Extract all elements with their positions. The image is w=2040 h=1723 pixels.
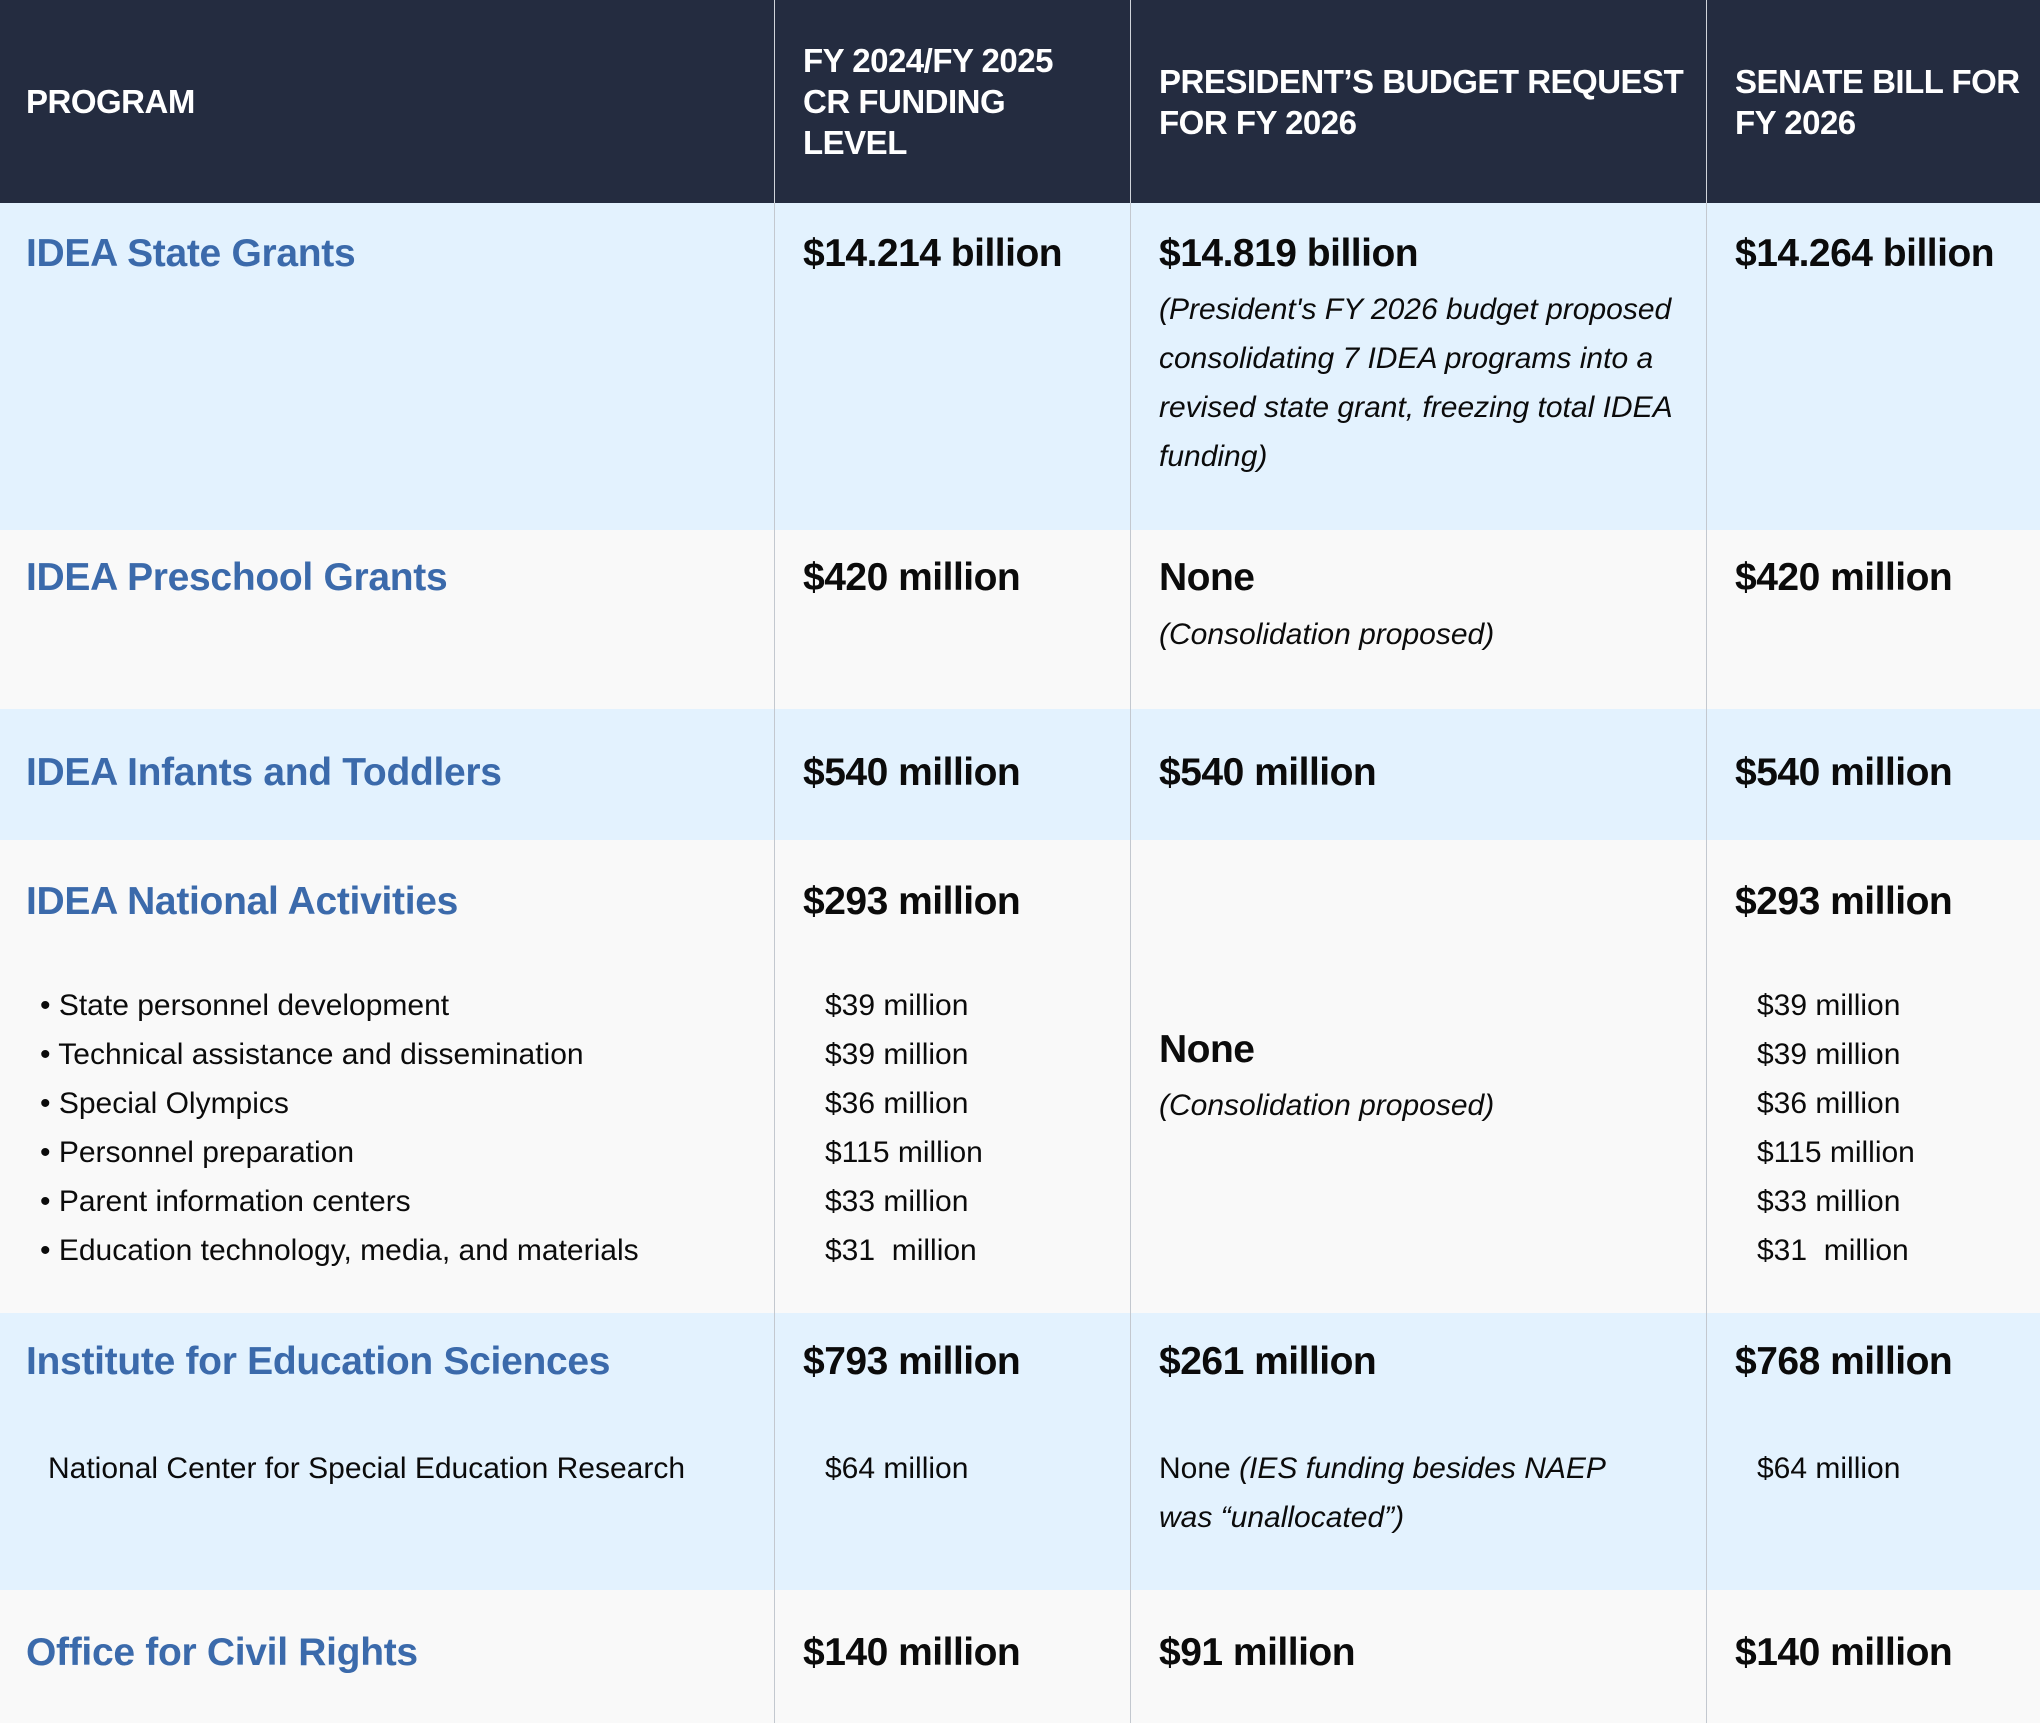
cr-level-cell (774, 1590, 1130, 1723)
subprogram-presidents-note: (IES funding besides NAEP was “unallocated”) (1159, 1452, 1605, 1534)
table-row (0, 709, 2040, 840)
presidents-request-amount: $91 million (1159, 1631, 1356, 1674)
header-cell-program (0, 0, 774, 203)
subprogram-label: National Center for Special Education Research (48, 1452, 686, 1485)
program-cell (0, 1313, 774, 1590)
program-cell (0, 203, 774, 530)
senate-bill-cell (1706, 1313, 2040, 1590)
program-cell (0, 1590, 774, 1723)
subprogram-presidents-prefix: None (1159, 1452, 1240, 1485)
subprogram-senate-value: $64 million (1757, 1452, 1901, 1485)
cr-level-cell (774, 530, 1130, 709)
cr-level-amount: $293 million (803, 880, 1021, 923)
presidents-request-note: (Consolidation proposed) (1159, 618, 1495, 651)
subprogram-senate-value: $31 million (1757, 1234, 1909, 1267)
subprogram-presidents-value (1159, 1444, 1659, 1542)
subprogram-cr-value: $64 million (825, 1452, 969, 1485)
senate-bill-amount: $14.264 billion (1735, 232, 1995, 275)
subprogram-cr-value: $33 million (825, 1185, 969, 1218)
subprogram-item: • State personnel development (40, 989, 450, 1022)
presidents-request-cell (1130, 1313, 1706, 1590)
program-cell (0, 840, 774, 1313)
table-row (0, 203, 2040, 530)
table-row (0, 1313, 2040, 1590)
senate-bill-amount: $768 million (1735, 1340, 1953, 1383)
cr-level-cell (774, 840, 1130, 1313)
subprogram-list (40, 981, 639, 1275)
senate-bill-cell (1706, 530, 2040, 709)
subprogram-senate-value: $39 million (1757, 989, 1901, 1022)
header-cell-senate-bill (1706, 0, 2040, 203)
presidents-request-cell (1130, 1590, 1706, 1723)
program-name: IDEA National Activities (26, 880, 459, 923)
cr-level-cell (774, 203, 1130, 530)
subprogram-senate-value: $33 million (1757, 1185, 1901, 1218)
subprogram-cr-value: $39 million (825, 989, 969, 1022)
header-program: PROGRAM (26, 83, 195, 120)
program-name: Institute for Education Sciences (26, 1340, 611, 1383)
subprogram-item: • Parent information centers (40, 1185, 411, 1218)
header-cell-presidents-request (1130, 0, 1706, 203)
senate-bill-cell (1706, 840, 2040, 1313)
table-row (0, 1590, 2040, 1723)
senate-bill-amount: $293 million (1735, 880, 1953, 923)
subprogram-cr-value: $115 million (825, 1136, 983, 1169)
subprogram-senate-values (1757, 981, 1915, 1275)
program-cell (0, 709, 774, 840)
table-row (0, 840, 2040, 1313)
program-name: IDEA Infants and Toddlers (26, 751, 502, 794)
senate-bill-amount: $540 million (1735, 751, 1953, 794)
subprogram-senate-value: $39 million (1757, 1038, 1901, 1071)
senate-bill-amount: $420 million (1735, 556, 1953, 599)
cr-level-amount: $140 million (803, 1631, 1021, 1674)
program-cell (0, 530, 774, 709)
senate-bill-cell (1706, 709, 2040, 840)
program-name: Office for Civil Rights (26, 1631, 418, 1674)
cr-level-amount: $793 million (803, 1340, 1021, 1383)
senate-bill-cell (1706, 1590, 2040, 1723)
cr-level-cell (774, 709, 1130, 840)
subprogram-cr-value: $39 million (825, 1038, 969, 1071)
program-name: IDEA State Grants (26, 232, 356, 275)
cr-level-cell (774, 1313, 1130, 1590)
presidents-request-amount: None (1159, 556, 1255, 599)
subprogram-item: • Special Olympics (40, 1087, 289, 1120)
presidents-request-cell (1130, 203, 1706, 530)
presidents-request-amount: $261 million (1159, 1340, 1377, 1383)
header-cell-cr-level (774, 0, 1130, 203)
header-senate-bill: SENATE BILL FOR FY 2026 (1735, 62, 2020, 141)
table-row (0, 530, 2040, 709)
subprogram-senate-value: $36 million (1757, 1087, 1901, 1120)
presidents-request-note: (President's FY 2026 budget proposed consolidating 7 IDEA programs into a revised state grant, freezing total IDEA funding) (1159, 293, 1672, 473)
senate-bill-cell (1706, 203, 2040, 530)
header-presidents-request: PRESIDENT’S BUDGET REQUEST FOR FY 2026 (1159, 62, 1684, 141)
subprogram-item: • Education technology, media, and materials (40, 1234, 639, 1267)
presidents-request-cell (1130, 530, 1706, 709)
presidents-request-amount: None (1159, 1028, 1255, 1071)
senate-bill-amount: $140 million (1735, 1631, 1953, 1674)
subprogram-item: • Technical assistance and dissemination (40, 1038, 584, 1071)
presidents-request-amount: $14.819 billion (1159, 232, 1419, 275)
presidents-request-amount: $540 million (1159, 751, 1377, 794)
table-header (0, 0, 2040, 203)
subprogram-senate-value: $115 million (1757, 1136, 1915, 1169)
cr-level-amount: $540 million (803, 751, 1021, 794)
presidents-request-note: (Consolidation proposed) (1159, 1089, 1495, 1122)
cr-level-amount: $14.214 billion (803, 232, 1063, 275)
presidents-request-cell (1130, 709, 1706, 840)
cr-level-amount: $420 million (803, 556, 1021, 599)
subprogram-cr-value: $36 million (825, 1087, 969, 1120)
subprogram-item: • Personnel preparation (40, 1136, 355, 1169)
subprogram-cr-values (825, 981, 983, 1275)
header-cr-level: FY 2024/FY 2025 CR FUNDING LEVEL (803, 42, 1053, 161)
program-name: IDEA Preschool Grants (26, 556, 448, 599)
subprogram-cr-value: $31 million (825, 1234, 977, 1267)
presidents-request-cell (1130, 840, 1706, 1313)
